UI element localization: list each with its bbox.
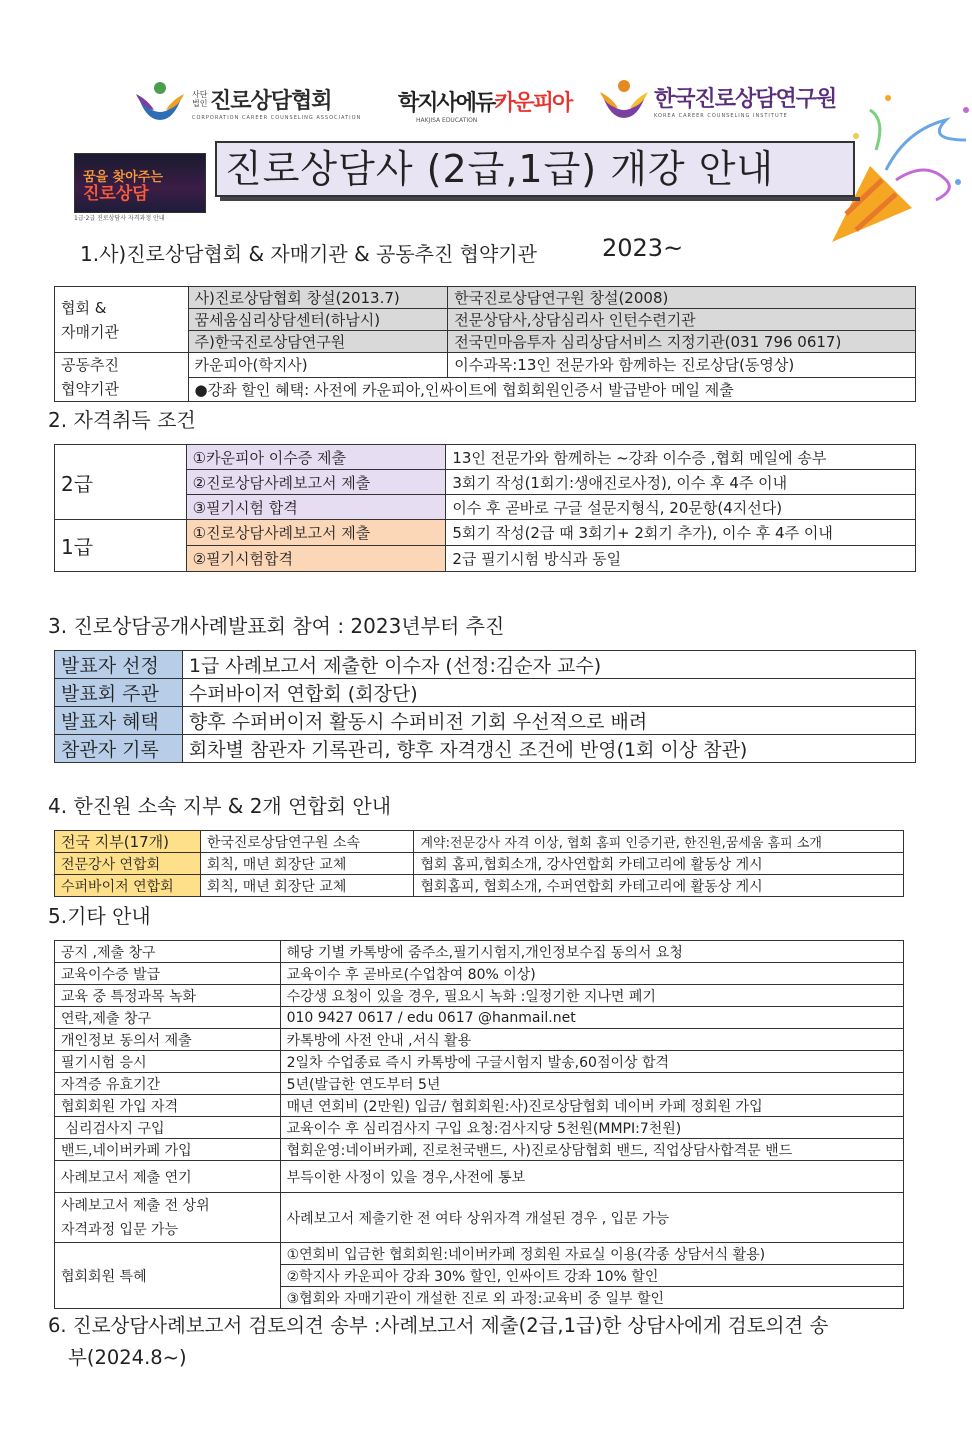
section5-label: 연락,제출 창구: [55, 1007, 281, 1029]
assoc-prefix: 사단법인: [192, 90, 208, 108]
section5-label: 자격증 유효기간: [55, 1073, 281, 1095]
section3-table: [54, 650, 916, 763]
section6-line2: 부(2024.8~): [68, 1346, 187, 1369]
section5-value: 수강생 요청이 있을 경우, 필요시 녹화 :일정기한 지나면 폐기: [280, 985, 903, 1007]
banner-image: [74, 153, 206, 213]
section3-value: 1급 사례보고서 제출한 이수자 (선정:김순자 교수): [182, 651, 915, 679]
section5-label: 사례보고서 제출 전 상위 자격과정 입문 가능: [55, 1193, 281, 1243]
inst-logo: [598, 78, 836, 122]
section5-value: 매년 연회비 (2만원) 입금/ 협회회원:사)진로상담협회 네이버 카페 정회원 가입: [280, 1095, 903, 1117]
section1-cell: 전국민마음투자 심리상담서비스 지정기관(031 796 0617): [448, 331, 916, 353]
section4-mid: 회칙, 매년 회장단 교체: [200, 853, 414, 875]
section4-right: 협회홈피, 협회소개, 수퍼연합회 카테고리에 활동상 게시: [414, 875, 904, 897]
section5-value: 010 9427 0617 / edu 0617 @hanmail.net: [280, 1007, 903, 1029]
grade2-desc: 3회기 작성(1회기:생애진로사정), 이수 후 4주 이내: [446, 470, 916, 495]
section5-label: 사례보고서 제출 연기: [55, 1161, 281, 1193]
assoc-logo: [134, 80, 361, 124]
section1-cell: 카운피아(학지사): [188, 353, 448, 378]
grade1-cond: ②필기시험합격: [186, 546, 446, 572]
member-benefit-item: ③협회와 자매기관이 개설한 진로 외 과정:교육비 중 일부 할인: [280, 1287, 903, 1309]
section5-value: 해당 기별 카톡방에 줌주소,필기시험지,개인정보수집 동의서 요청: [280, 941, 903, 963]
haksa-name2: 카운피아: [494, 91, 572, 116]
section5-table: [54, 940, 904, 1309]
section5-label: 교육 중 특정과목 녹화: [55, 985, 281, 1007]
grade2-desc: 이수 후 곧바로 구글 설문지형식, 20문항(4지선다): [446, 495, 916, 520]
section4-right: 협회 홈피,협회소개, 강사연합회 카테고리에 활동상 게시: [414, 853, 904, 875]
haksa-name: 학지사에듀: [398, 91, 495, 116]
section1-year: 2023~: [602, 234, 684, 262]
grade2-cond: ②진로상담사례보고서 제출: [186, 470, 446, 495]
section3-label: 발표자 선정: [55, 651, 183, 679]
assoc-sub: CORPORATION CAREER COUNSELING ASSOCIATION: [192, 114, 362, 121]
section4-label: 전국 지부(17개): [55, 831, 201, 853]
haksa-sub: HAKJISA EDUCATION: [416, 117, 478, 124]
section1-cell: 전문상담사,상담심리사 인턴수련기관: [448, 309, 916, 331]
section1-cell: 주)한국진로상담연구원: [188, 331, 448, 353]
section2-table: [54, 444, 916, 572]
section3-value: 수퍼바이저 연합회 (회장단): [182, 679, 915, 707]
inst-sub: KOREA CAREER COUNSELING INSTITUTE: [654, 112, 788, 119]
section4-right: 계약:전문강사 자격 이상, 협회 홈피 인증기관, 한진원,꿈세움 홈피 소개: [414, 831, 904, 853]
section5-label: 개인정보 동의서 제출: [55, 1029, 281, 1051]
section3-value: 향후 수퍼버이저 활동시 수퍼비전 기회 우선적으로 배려: [182, 707, 915, 735]
section1-cell: 이수과목:13인 전문가와 함께하는 진로상담(동영상): [448, 353, 916, 378]
grade1-label: 1급: [55, 520, 187, 572]
section5-label: 공지 ,제출 창구: [55, 941, 281, 963]
assoc-emblem-icon: [134, 80, 186, 124]
grade2-desc: 13인 전문가와 함께하는 ~강좌 이수증 ,협회 메일에 송부: [446, 445, 916, 470]
section5-label: 필기시험 응시: [55, 1051, 281, 1073]
grade1-desc: 5회기 작성(2급 때 3회기+ 2회기 추가), 이수 후 4주 이내: [446, 520, 916, 546]
section4-heading: 4. 한진원 소속 지부 & 2개 연합회 안내: [48, 794, 392, 818]
member-benefit-item: ①연회비 입금한 협회회원:네이버카페 정회원 자료실 이용(각종 상담서식 활용): [280, 1243, 903, 1265]
title-shadow: [220, 197, 860, 201]
section5-value: 부득이한 사정이 있을 경우,사전에 통보: [280, 1161, 903, 1193]
section5-heading: 5.기타 안내: [48, 904, 151, 928]
member-benefit-label: 협회회원 특혜: [55, 1243, 281, 1309]
section3-label: 참관자 기록: [55, 735, 183, 763]
section1-table: [54, 286, 916, 402]
member-benefit-item: ②학지사 카운피아 강좌 30% 할인, 인싸이트 강좌 10% 할인: [280, 1265, 903, 1287]
section6-line1: 6. 진로상담사례보고서 검토의견 송부 :사례보고서 제출(2급,1급)한 상담사에게 검토의견 송: [48, 1314, 829, 1337]
section5-label: 심리검사지 구입: [55, 1117, 281, 1139]
section2-heading: 2. 자격취득 조건: [48, 408, 196, 432]
haksa-logo: [398, 86, 571, 124]
assoc-name: 진로상담협회: [210, 88, 332, 114]
section1-cell: 한국진로상담연구원 창설(2008): [448, 287, 916, 309]
grade2-cond: ③필기시험 합격: [186, 495, 446, 520]
section3-label: 발표자 혜택: [55, 707, 183, 735]
section4-label: 수퍼바이저 연합회: [55, 875, 201, 897]
section3-label: 발표회 주관: [55, 679, 183, 707]
section4-mid: 회칙, 매년 회장단 교체: [200, 875, 414, 897]
section3-heading: 3. 진로상담공개사례발표회 참여 : 2023년부터 추진: [48, 614, 505, 638]
section1-label-assoc: 협회 & 자매기관: [55, 287, 189, 353]
section5-value: 카톡방에 사전 안내 ,서식 활용: [280, 1029, 903, 1051]
section1-heading-text: 1.사)진로상담협회 & 자매기관 & 공동추진 협약기관: [80, 242, 537, 266]
section1-cell: 꿈세움심리상담센터(하남시): [188, 309, 448, 331]
grade2-cond: ①카운피아 이수증 제출: [186, 445, 446, 470]
page-title: 진로상담사 (2급,1급) 개강 안내: [215, 141, 855, 197]
banner-caption: 1급·2급 진로상담사 자격과정 안내: [74, 215, 165, 222]
inst-name: 한국진로상담연구원: [654, 86, 837, 112]
section5-label: 협회회원 가입 자격: [55, 1095, 281, 1117]
section4-table: [54, 830, 904, 897]
section3-value: 회차별 참관자 기록관리, 향후 자격갱신 조건에 반영(1회 이상 참관): [182, 735, 915, 763]
banner-line1: 꿈을 찾아주는: [83, 170, 163, 185]
section5-label: 밴드,네이버카페 가입: [55, 1139, 281, 1161]
section1-heading: [80, 238, 537, 267]
grade1-cond: ①진로상담사례보고서 제출: [186, 520, 446, 546]
section4-label: 전문강사 연합회: [55, 853, 201, 875]
section5-value: 교육이수 후 곧바로(수업참여 80% 이상): [280, 963, 903, 985]
section5-label: 교육이수증 발급: [55, 963, 281, 985]
section1-label-partner: 공동추진 협약기관: [55, 353, 189, 402]
section5-value: 2일차 수업종료 즉시 카톡방에 구글시험지 발송,60점이상 합격: [280, 1051, 903, 1073]
section4-mid: 한국진로상담연구원 소속: [200, 831, 414, 853]
inst-emblem-icon: [598, 78, 650, 122]
section5-value: 5년(발급한 연도부터 5년: [280, 1073, 903, 1095]
grade2-label: 2급: [55, 445, 187, 520]
section5-value: 교육이수 후 심리검사지 구입 요청:검사지당 5천원(MMPI:7천원): [280, 1117, 903, 1139]
section5-value: 협회운영:네이버카페, 진로천국밴드, 사)진로상담협회 밴드, 직업상담사합격문 밴드: [280, 1139, 903, 1161]
section5-value: 사례보고서 제출기한 전 여타 상위자격 개설된 경우 , 입문 가능: [280, 1193, 903, 1243]
section1-cell: 사)진로상담협회 창설(2013.7): [188, 287, 448, 309]
section1-cell: ●강좌 할인 혜택: 사전에 카운피아,인싸이트에 협회회원인증서 발급받아 메일 제출: [188, 377, 915, 402]
banner-line2: 진로상담: [83, 184, 149, 204]
grade1-desc: 2급 필기시험 방식과 동일: [446, 546, 916, 572]
